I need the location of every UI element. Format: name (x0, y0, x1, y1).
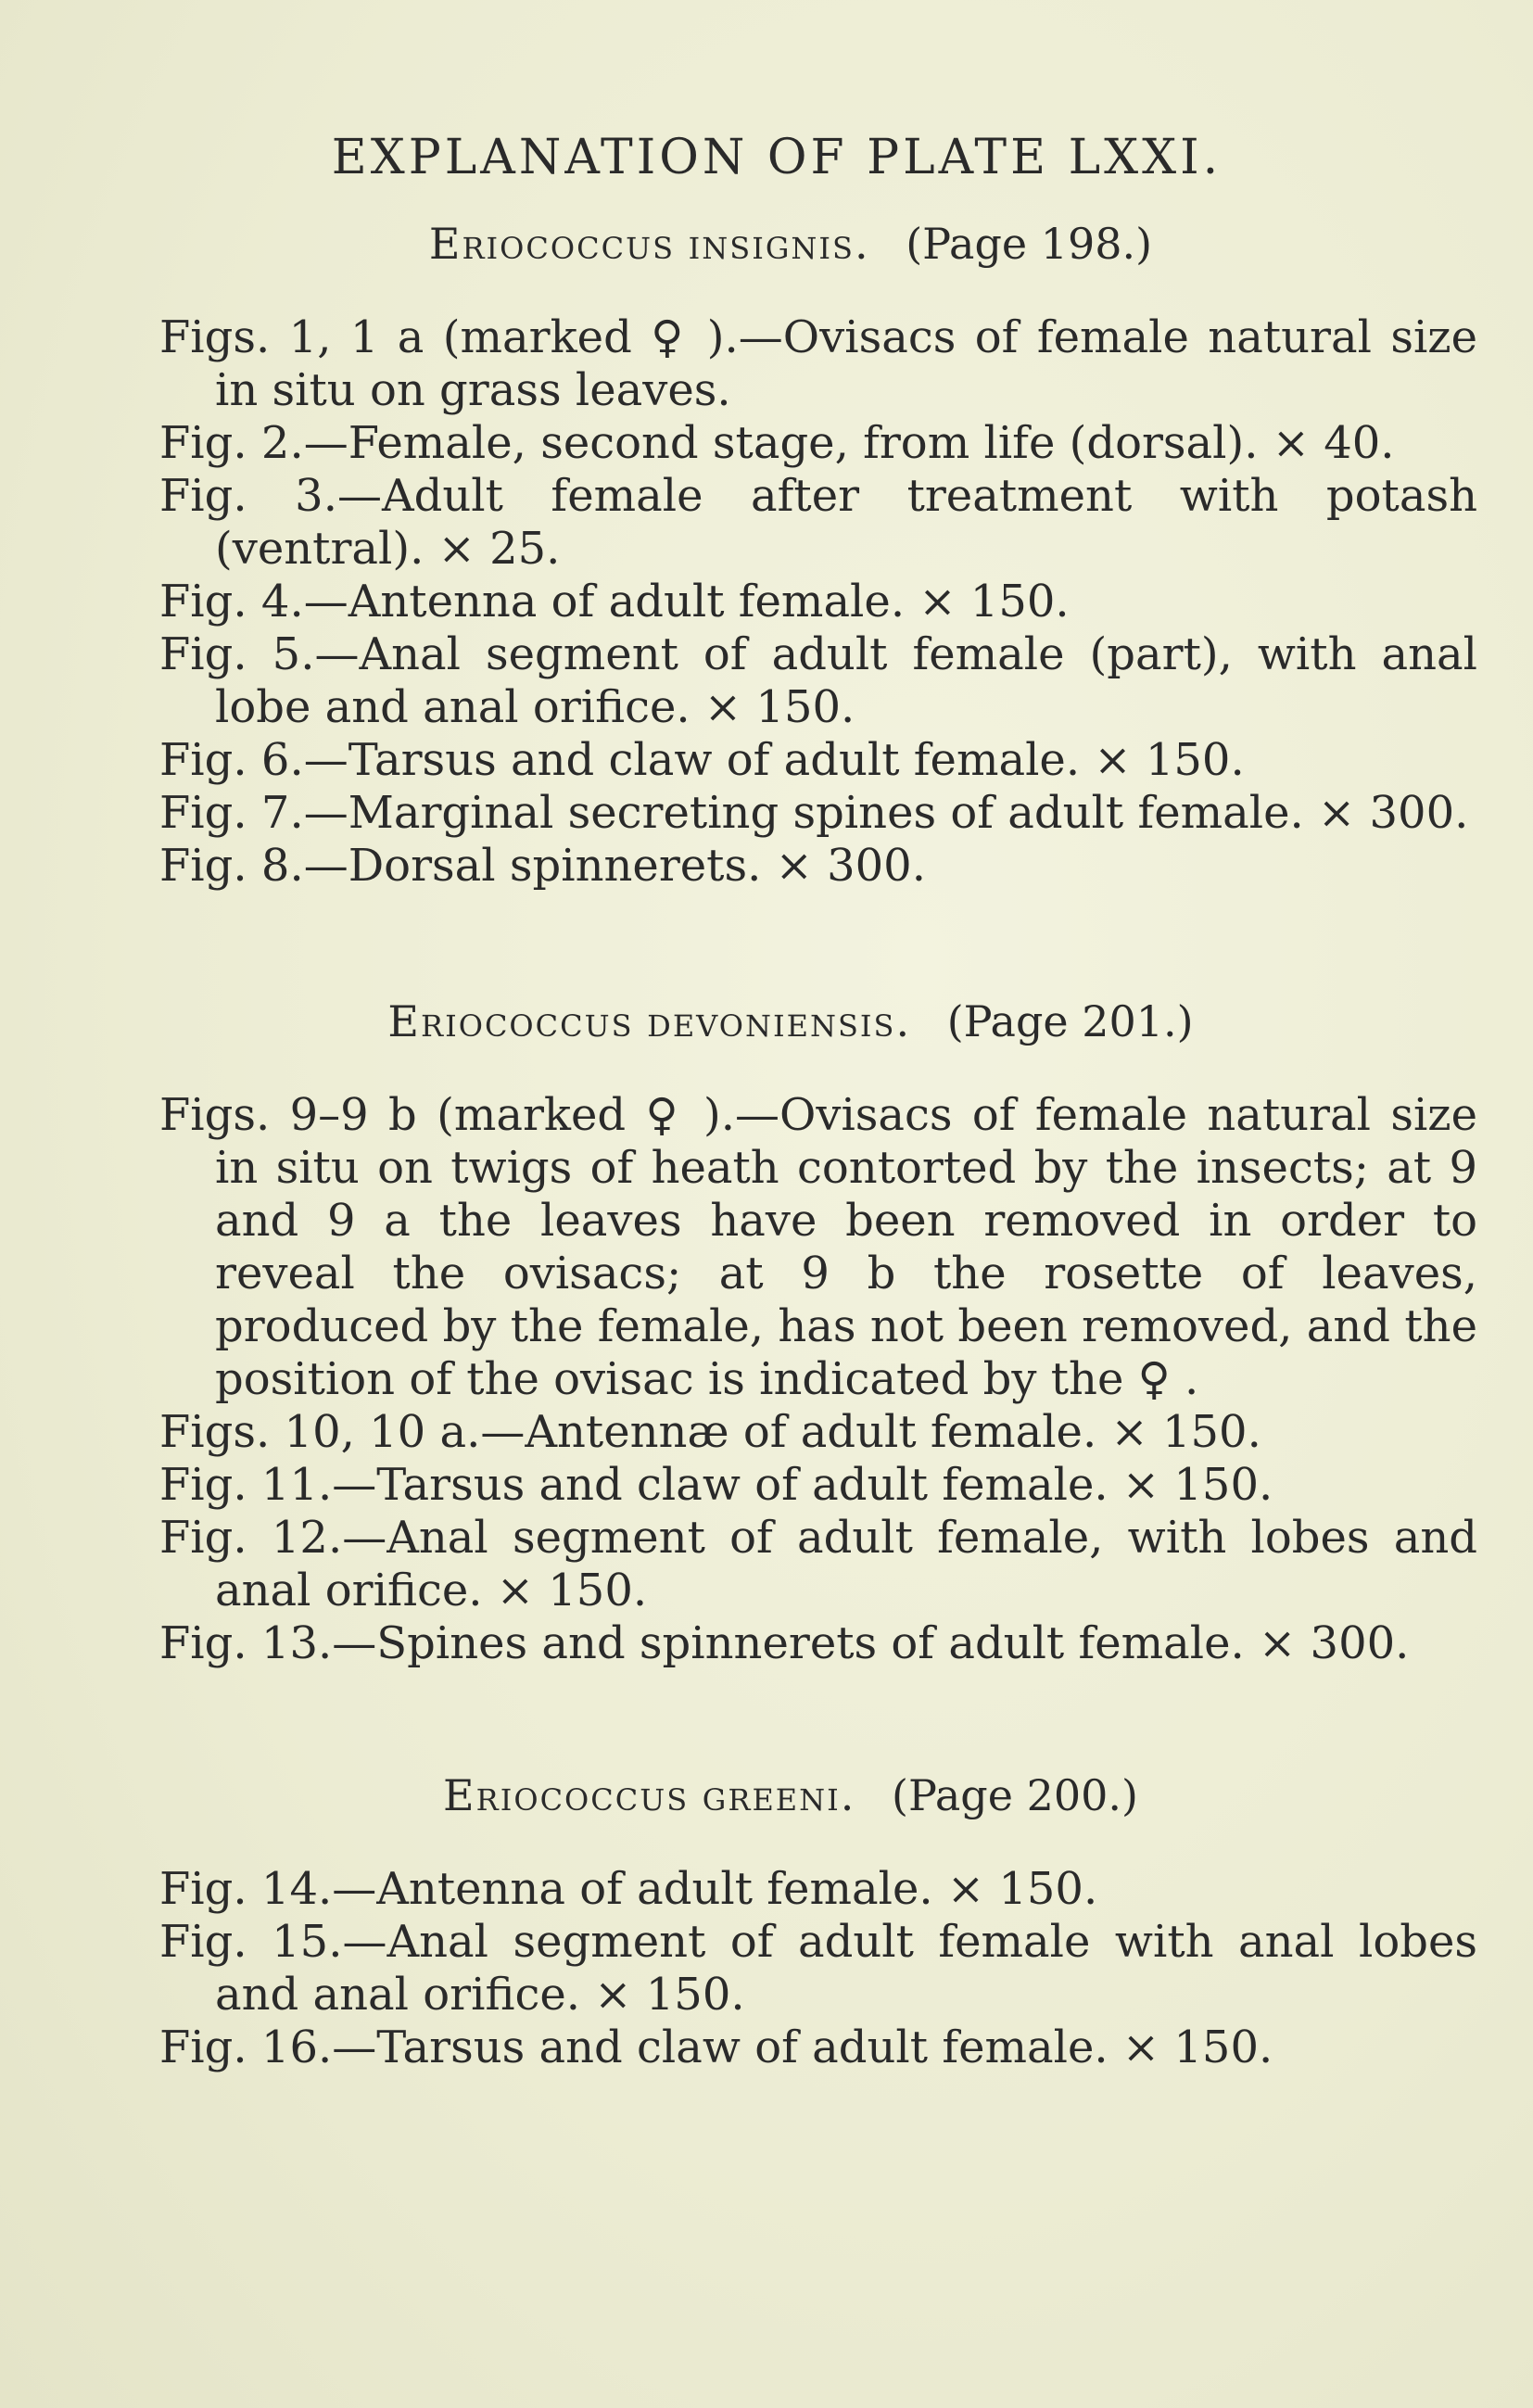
section-insignis (159, 219, 1477, 893)
section-heading (159, 996, 1422, 1046)
genus-name: Eriococcus (443, 1770, 690, 1820)
section-greeni (159, 1770, 1477, 2074)
page-reference: (Page 201.) (946, 996, 1194, 1046)
figure-entry: Fig. 7.—Marginal secreting spines of adult female. × 300. (159, 787, 1469, 839)
figure-entry: Fig. 14.—Antenna of adult female. × 150. (159, 1863, 1098, 1915)
section-devoniensis (159, 996, 1477, 1670)
page-reference: (Page 198.) (906, 219, 1153, 269)
figure-entry: Fig. 2.—Female, second stage, from life (dorsal). × 40. (159, 417, 1395, 469)
genus-name: Eriococcus (387, 996, 634, 1046)
page-reference: (Page 200.) (892, 1770, 1138, 1820)
figure-entry: Fig. 5.—Anal segment of adult female (part), with anal lobe and anal orifice. × 150. (159, 628, 1477, 733)
figure-entry: Fig. 8.—Dorsal spinnerets. × 300. (159, 840, 926, 892)
figure-entry: Fig. 3.—Adult female after treatment with potash (ventral). × 25. (159, 470, 1477, 575)
section-spacer (159, 893, 1422, 996)
species-name: devoniensis. (647, 996, 912, 1046)
figure-entry: Fig. 12.—Anal segment of adult female, with lobes and anal orifice. × 150. (159, 1512, 1477, 1616)
figure-entry: Fig. 15.—Anal segment of adult female with anal lobes and anal orifice. × 150. (159, 1916, 1477, 2021)
figure-entry: Fig. 13.—Spines and spinnerets of adult female. × 300. (159, 1617, 1410, 1669)
figure-entry: Fig. 6.—Tarsus and claw of adult female. × 150. (159, 734, 1245, 786)
section-heading (159, 1770, 1422, 1820)
plate-title: EXPLANATION OF PLATE LXXI. (331, 130, 1223, 185)
figure-entry: Figs. 9–9 b (marked ♀ ).—Ovisacs of female natural size in situ on twigs of heath contorted by the insects; at 9 and 9 a the leaves have been removed in order to reveal the ovisacs; at 9 b the rosette of leaves, produced by the female, has not been removed, and the position of the ovisac is indicated by the ♀ . (159, 1089, 1477, 1405)
figure-entry: Figs. 1, 1 a (marked ♀ ).—Ovisacs of female natural size in situ on grass leaves. (159, 311, 1477, 416)
section-heading (159, 219, 1422, 269)
species-name: greeni. (702, 1770, 856, 1820)
section-spacer (159, 1670, 1422, 1770)
genus-name: Eriococcus (428, 219, 675, 269)
species-name: insignis. (688, 219, 870, 269)
figure-entry: Fig. 4.—Antenna of adult female. × 150. (159, 576, 1070, 627)
figure-entry: Fig. 16.—Tarsus and claw of adult female. × 150. (159, 2021, 1273, 2073)
figure-entry: Figs. 10, 10 a.—Antennæ of adult female. × 150. (159, 1406, 1261, 1458)
figure-entry: Fig. 11.—Tarsus and claw of adult female. × 150. (159, 1459, 1273, 1511)
